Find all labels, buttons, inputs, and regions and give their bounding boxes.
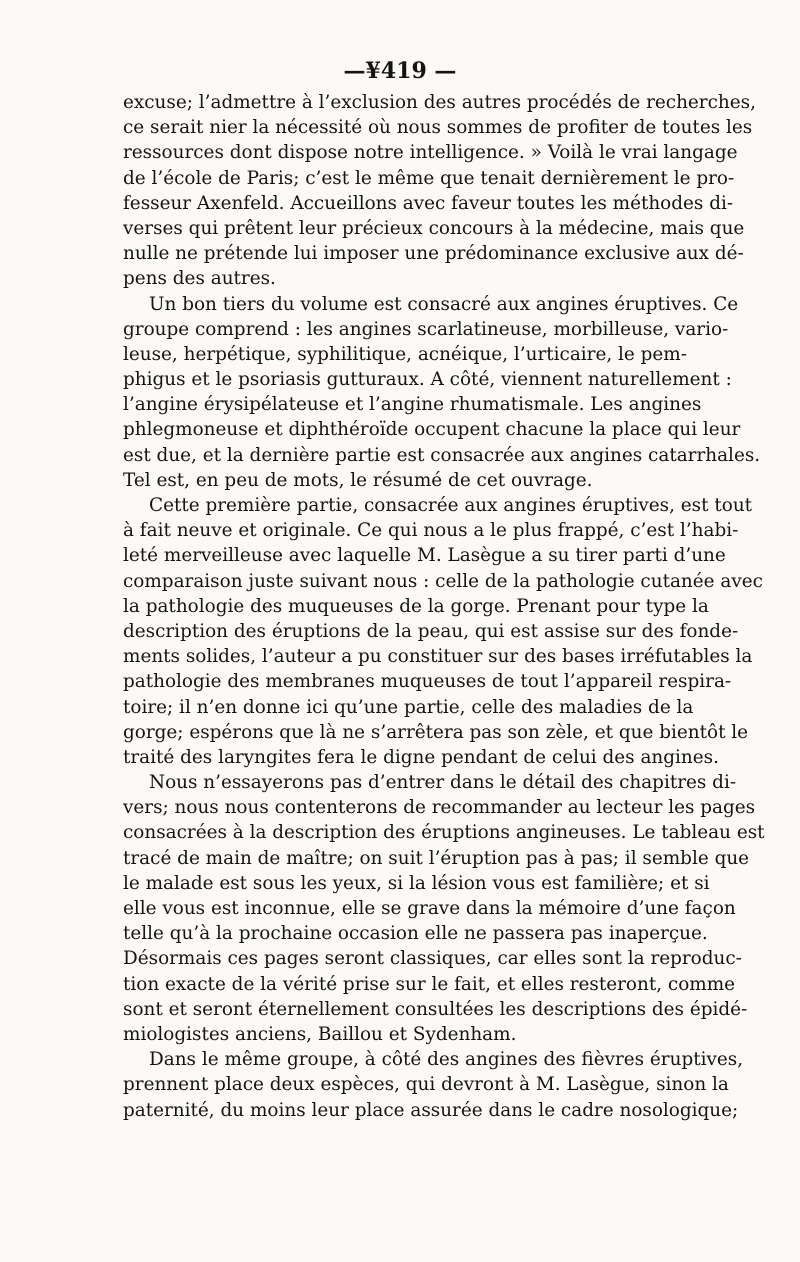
text-line: consacrées à la description des éruptions angineuses. Le tableau est — [123, 822, 765, 844]
text-line: pens des autres. — [123, 268, 276, 290]
text-line: gorge; espérons que là ne s’arrêtera pas son zèle, et que bientôt le — [123, 721, 749, 743]
text-line: tion exacte de la vérité prise sur le fait, et elles resteront, comme — [123, 973, 736, 995]
text-line: ce serait nier la nécessité où nous sommes de profiter de toutes les — [123, 117, 753, 139]
text-line: paternité, du moins leur place assurée dans le cadre nosologique; — [123, 1099, 739, 1121]
page-number: —¥419 — — [343, 58, 457, 84]
text-line: l’angine érysipélateuse et l’angine rhumatismale. Les angines — [123, 394, 702, 416]
body-text — [123, 90, 765, 1123]
text-line: Nous n’essayerons pas d’entrer dans le détail des chapitres di- — [149, 772, 737, 794]
text-line: ressources dont dispose notre intelligence. » Voilà le vrai langage — [123, 142, 738, 164]
text-line: groupe comprend : les angines scarlatineuse, morbilleuse, vario- — [123, 318, 729, 340]
text-line: vers; nous nous contenterons de recommander au lecteur les pages — [123, 797, 756, 819]
text-line: toire; il n’en donne ici qu’une partie, celle des maladies de la — [123, 696, 694, 718]
text-line: la pathologie des muqueuses de la gorge. Prenant pour type la — [123, 595, 709, 617]
text-line: est due, et la dernière partie est consacrée aux angines catarrhales. — [123, 444, 761, 466]
text-line: leuse, herpétique, syphilitique, acnéique, l’urticaire, le pem- — [123, 343, 687, 365]
text-line: Tel est, en peu de mots, le résumé de cet ouvrage. — [123, 469, 593, 491]
text-line: de l’école de Paris; c’est le même que tenait dernièrement le pro- — [123, 167, 735, 189]
text-line: Désormais ces pages seront classiques, car elles sont la reproduc- — [123, 948, 742, 970]
text-line: fesseur Axenfeld. Accueillons avec faveur toutes les méthodes di- — [123, 192, 734, 214]
text-line: nulle ne prétende lui imposer une prédominance exclusive aux dé- — [123, 243, 744, 265]
text-line: comparaison juste suivant nous : celle de la pathologie cutanée avec — [123, 570, 763, 592]
text-line: miologistes anciens, Baillou et Sydenham. — [123, 1023, 517, 1045]
text-line: telle qu’à la prochaine occasion elle ne passera pas inaperçue. — [123, 923, 708, 945]
text-line: le malade est sous les yeux, si la lésion vous est familière; et si — [123, 872, 710, 894]
text-line: sont et seront éternellement consultées les descriptions des épidé- — [123, 998, 748, 1020]
text-line: phlegmoneuse et diphthéroïde occupent chacune la place qui leur — [123, 419, 741, 441]
text-line: leté merveilleuse avec laquelle M. Lasègue a su tirer parti d’une — [123, 545, 726, 567]
paragraph-1 — [123, 90, 756, 292]
text-line: elle vous est inconnue, elle se grave dans la mémoire d’une façon — [123, 898, 736, 919]
text-line: ments solides, l’auteur a pu constituer sur des bases irréfutables la — [123, 646, 753, 668]
text-line: Cette première partie, consacrée aux angines éruptives, est tout — [149, 495, 753, 516]
paragraph-2 — [123, 292, 761, 494]
paragraph-5 — [123, 1047, 744, 1123]
text-line: traité des laryngites fera le digne pendant de celui des angines. — [123, 746, 719, 768]
text-line: verses qui prêtent leur précieux concours à la médecine, mais que — [123, 217, 745, 239]
text-line: description des éruptions de la peau, qui est assise sur des fonde- — [123, 620, 739, 642]
text-line: pathologie des membranes muqueuses de tout l’appareil respira- — [123, 671, 732, 693]
paragraph-4 — [123, 770, 765, 1047]
text-line: tracé de main de maître; on suit l’éruption pas à pas; il semble que — [123, 847, 750, 869]
text-line: prennent place deux espèces, qui devront à M. Lasègue, sinon la — [123, 1074, 729, 1096]
text-line: à fait neuve et originale. Ce qui nous a le plus frappé, c’est l’habi- — [123, 520, 739, 542]
text-line: phigus et le psoriasis gutturaux. A côté, viennent naturellement : — [123, 369, 732, 391]
paragraph-3 — [123, 493, 763, 770]
text-line: Un bon tiers du volume est consacré aux angines éruptives. Ce — [149, 293, 739, 315]
text-line: Dans le même groupe, à côté des angines des fièvres éruptives, — [149, 1049, 744, 1071]
text-line: excuse; l’admettre à l’exclusion des autres procédés de recherches, — [123, 92, 756, 113]
